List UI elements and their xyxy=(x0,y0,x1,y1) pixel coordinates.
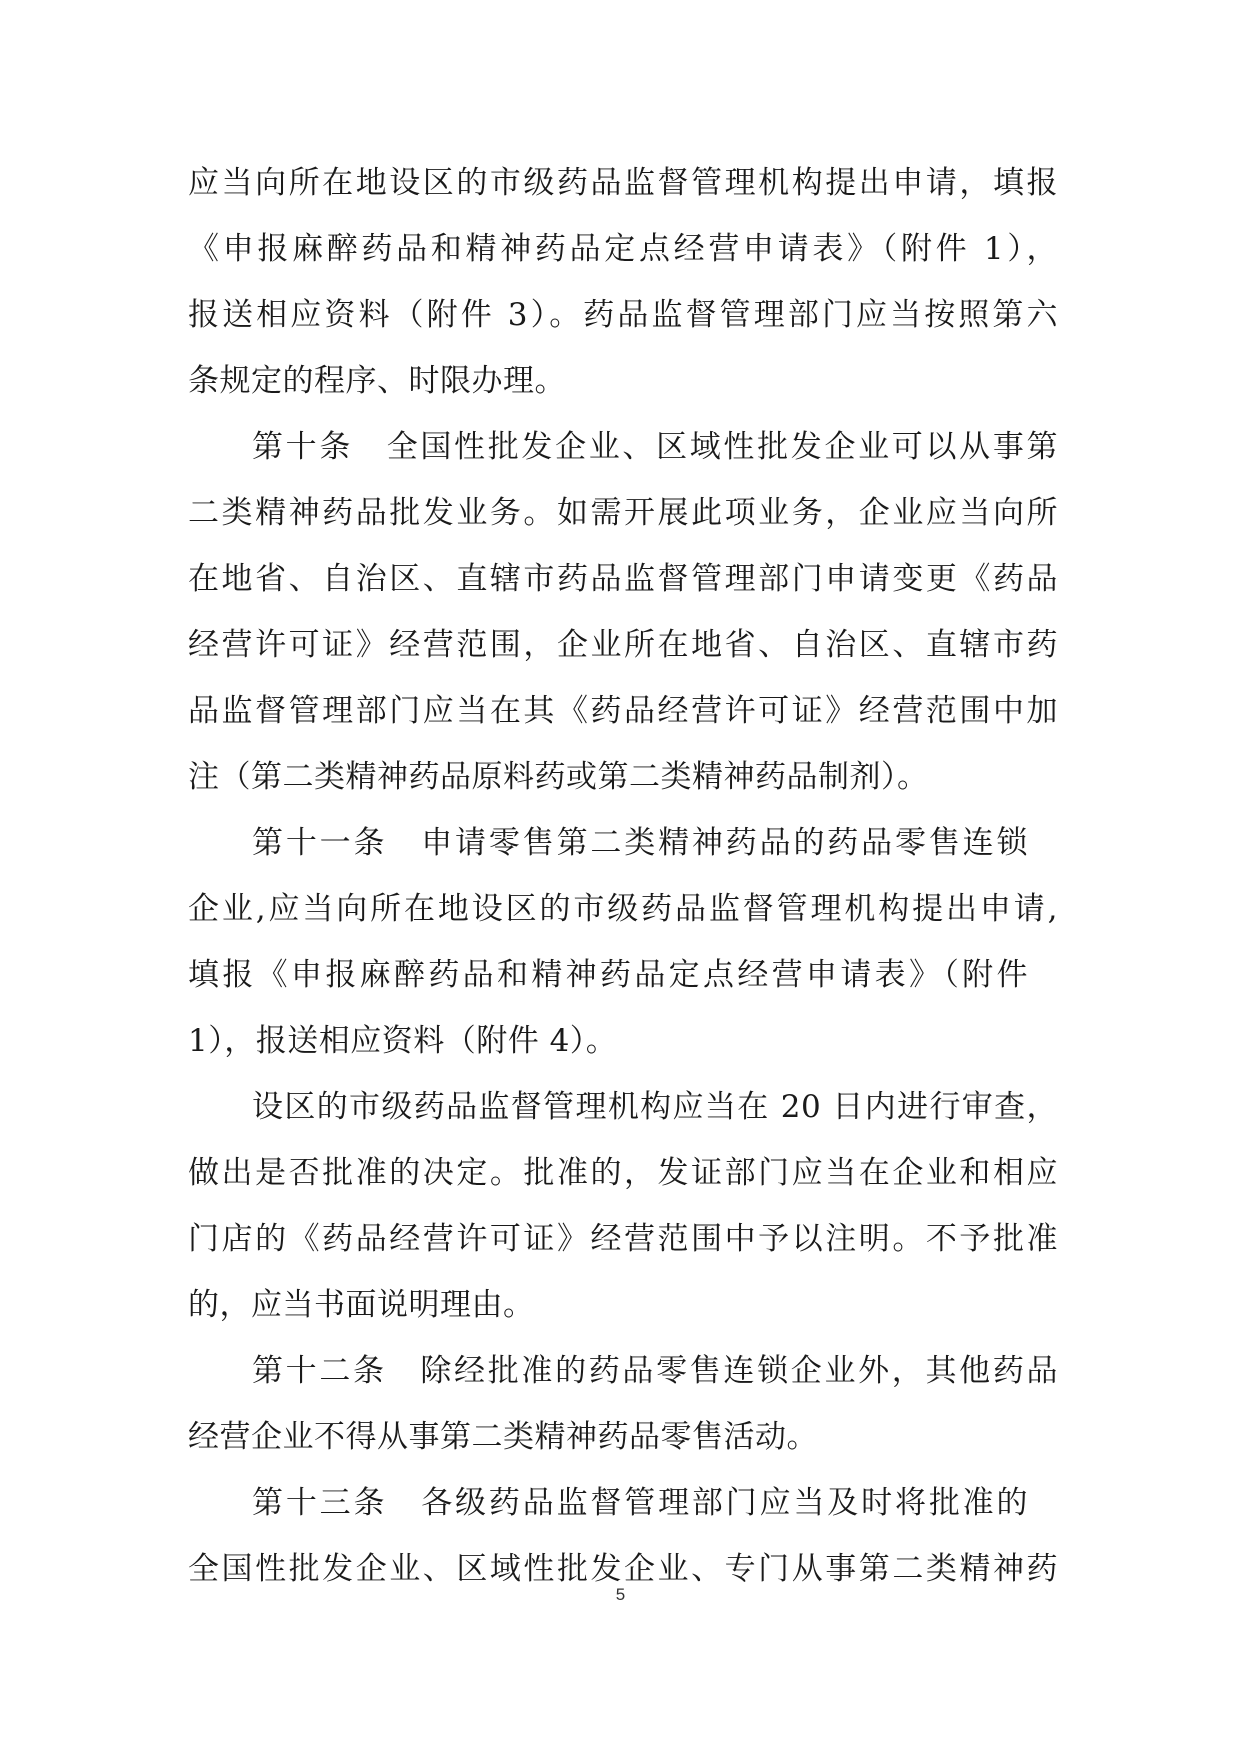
text-line: 在地省、自治区、直辖市药品监督管理部门申请变更《药品 xyxy=(188,561,1058,597)
text-line: 填报《申报麻醉药品和精神药品定点经营申请表》（附件 xyxy=(188,957,1028,993)
text-line: 1），报送相应资料（附件 4）。 xyxy=(188,1023,618,1059)
text-line: 的，应当书面说明理由。 xyxy=(188,1287,535,1323)
text-line: 报送相应资料（附件 3）。药品监督管理部门应当按照第六 xyxy=(188,297,1058,333)
paragraph-start-line: 设区的市级药品监督管理机构应当在 20 日内进行审查， xyxy=(252,1089,1058,1125)
text-line: 经营许可证》经营范围，企业所在地省、自治区、直辖市药 xyxy=(188,627,1058,663)
text-line: 全国性批发企业、区域性批发企业、专门从事第二类精神药 xyxy=(188,1551,1058,1587)
article-heading-line: 第十一条 申请零售第二类精神药品的药品零售连锁 xyxy=(252,825,1028,861)
page-number: 5 xyxy=(615,1585,626,1604)
text-line: 品监督管理部门应当在其《药品经营许可证》经营范围中加 xyxy=(188,693,1058,729)
text-line: 《申报麻醉药品和精神药品定点经营申请表》（附件 1）， xyxy=(188,231,1058,267)
article-heading-line: 第十条 全国性批发企业、区域性批发企业可以从事第 xyxy=(252,429,1058,465)
text-line: 门店的《药品经营许可证》经营范围中予以注明。不予批准 xyxy=(188,1221,1058,1257)
text-line: 企业,应当向所在地设区的市级药品监督管理机构提出申请, xyxy=(188,891,1058,927)
text-line: 应当向所在地设区的市级药品监督管理机构提出申请，填报 xyxy=(188,165,1058,201)
article-heading-line: 第十二条 除经批准的药品零售连锁企业外，其他药品 xyxy=(252,1353,1058,1389)
article-heading-line: 第十三条 各级药品监督管理部门应当及时将批准的 xyxy=(252,1485,1028,1521)
text-line: 经营企业不得从事第二类精神药品零售活动。 xyxy=(188,1419,818,1455)
text-line: 条规定的程序、时限办理。 xyxy=(188,363,566,399)
text-line: 注（第二类精神药品原料药或第二类精神药品制剂）。 xyxy=(188,759,929,795)
text-line: 做出是否批准的决定。批准的，发证部门应当在企业和相应 xyxy=(188,1155,1058,1191)
body-text xyxy=(188,150,1058,1602)
text-line: 二类精神药品批发业务。如需开展此项业务，企业应当向所 xyxy=(188,495,1058,531)
